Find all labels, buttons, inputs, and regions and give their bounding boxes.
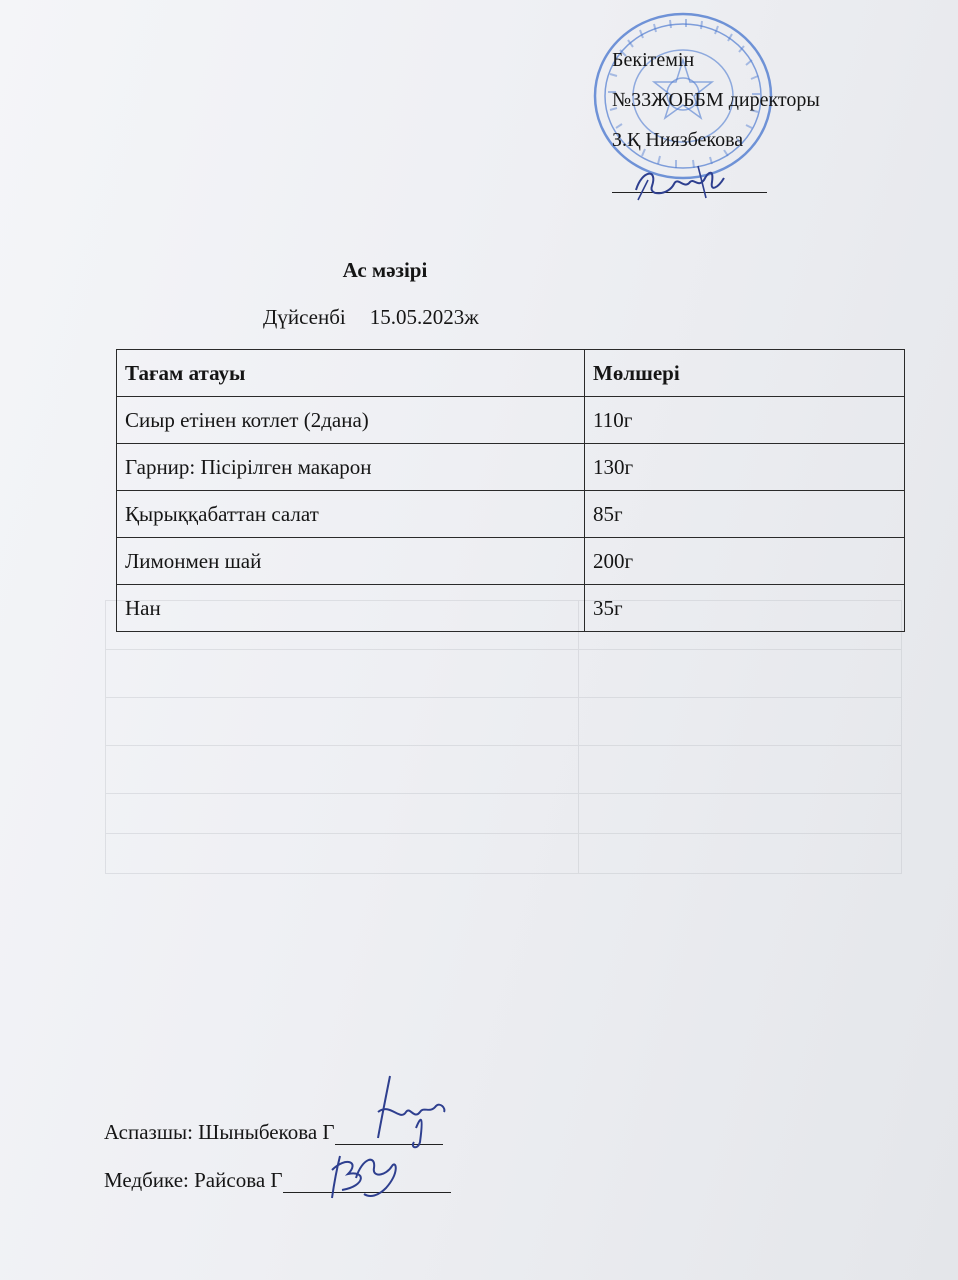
cook-label: Аспазшы: Шыныбекова Г: [104, 1120, 335, 1144]
menu-title: Ас мәзірі: [342, 258, 428, 282]
dish-name: Нан: [117, 585, 585, 632]
bleed-through-table: [105, 600, 902, 874]
dish-name: Лимонмен шай: [117, 538, 585, 585]
table-row: [117, 491, 905, 538]
menu-table: [116, 349, 905, 632]
menu-date-line: [263, 305, 479, 330]
table-row: [117, 538, 905, 585]
column-header-dish: Тағам атауы: [117, 350, 585, 397]
dish-name: Қырыққабаттан салат: [117, 491, 585, 538]
dish-name: Гарнир: Пісірілген макарон: [117, 444, 585, 491]
dish-amount: 200г: [585, 538, 905, 585]
director-signature: [628, 160, 728, 206]
dish-name: Сиыр етінен котлет (2дана): [117, 397, 585, 444]
cook-signature: [360, 1072, 450, 1152]
nurse-label: Медбике: Райсова Г: [104, 1168, 283, 1192]
column-header-amount: Мөлшері: [585, 350, 905, 397]
dish-amount: 85г: [585, 491, 905, 538]
dish-amount: 35г: [585, 585, 905, 632]
menu-date: 15.05.2023ж: [369, 305, 479, 329]
table-row: [117, 585, 905, 632]
approval-position: №33ЖОББМ директоры: [612, 89, 820, 111]
weekday: Дүйсенбі: [263, 305, 346, 329]
table-row: [117, 397, 905, 444]
dish-amount: 110г: [585, 397, 905, 444]
approval-heading: Бекітемін: [612, 49, 695, 71]
table-row: [117, 444, 905, 491]
approval-name: З.Қ Ниязбекова: [612, 129, 744, 151]
nurse-signature: [326, 1148, 406, 1204]
table-header-row: [117, 350, 905, 397]
dish-amount: 130г: [585, 444, 905, 491]
